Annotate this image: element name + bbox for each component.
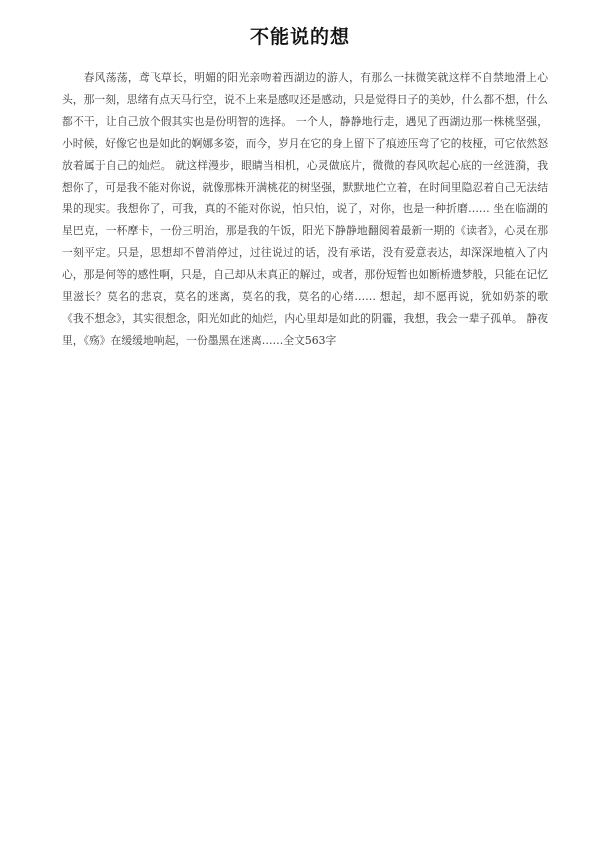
article-body: 春风荡荡，鸢飞草长，明媚的阳光亲吻着西湖边的游人，有那么一抹微笑就这样不自禁地滑上心头，那一刻，思绪有点天马行空，说不上来是感叹还是感动，只是觉得日子的美妙，什么都不想，什么都不干，让自己放个假其实也是份明智的选择。 一个人，静静地行走，遇见了西湖边那一株桃坚强，小时候，好像它也是如此的婀娜多姿，而今，岁月在它的身上留下了痕迹压弯了它的枝桠，可它依然怒放着属于自己的灿烂。 就这样漫步，眼睛当相机，心灵做底片，微微的春风吹起心底的一丝涟漪，我想你了，可是我不能对你说，就像那株开满桃花的树坚强，默默地伫立着，在时间里隐忍着自己无法结果的现实。我想你了，可我，真的不能对你说，怕只怕，说了，对你，也是一种折磨…… 坐在临湖的星巴克，一杯摩卡，一份三明治，那是我的午饭，阳光下静静地翻阅着最新一期的《读者》，心灵在那一刻平定。只是，思想却不曾消停过，过往说过的话，没有承诺，没有爱意表达，却深深地植入了内心，那是何等的感性啊，只是，自己却从未真正的解过，或者，那份短暂也如断桥遗梦般，只能在记忆里滋长？莫名的悲哀，莫名的迷离，莫名的我，莫名的心绪…… 想起，却不愿再说，犹如奶茶的歌《我不想念》，其实很想念，阳光如此的灿烂，内心里却是如此的阴霾，我想，我会一辈子孤单。 静夜里，《殇》在缓缓地响起，一份墨黑在迷离……全文563字 xyxy=(62,71,548,347)
page-title: 不能说的想 xyxy=(249,26,350,48)
